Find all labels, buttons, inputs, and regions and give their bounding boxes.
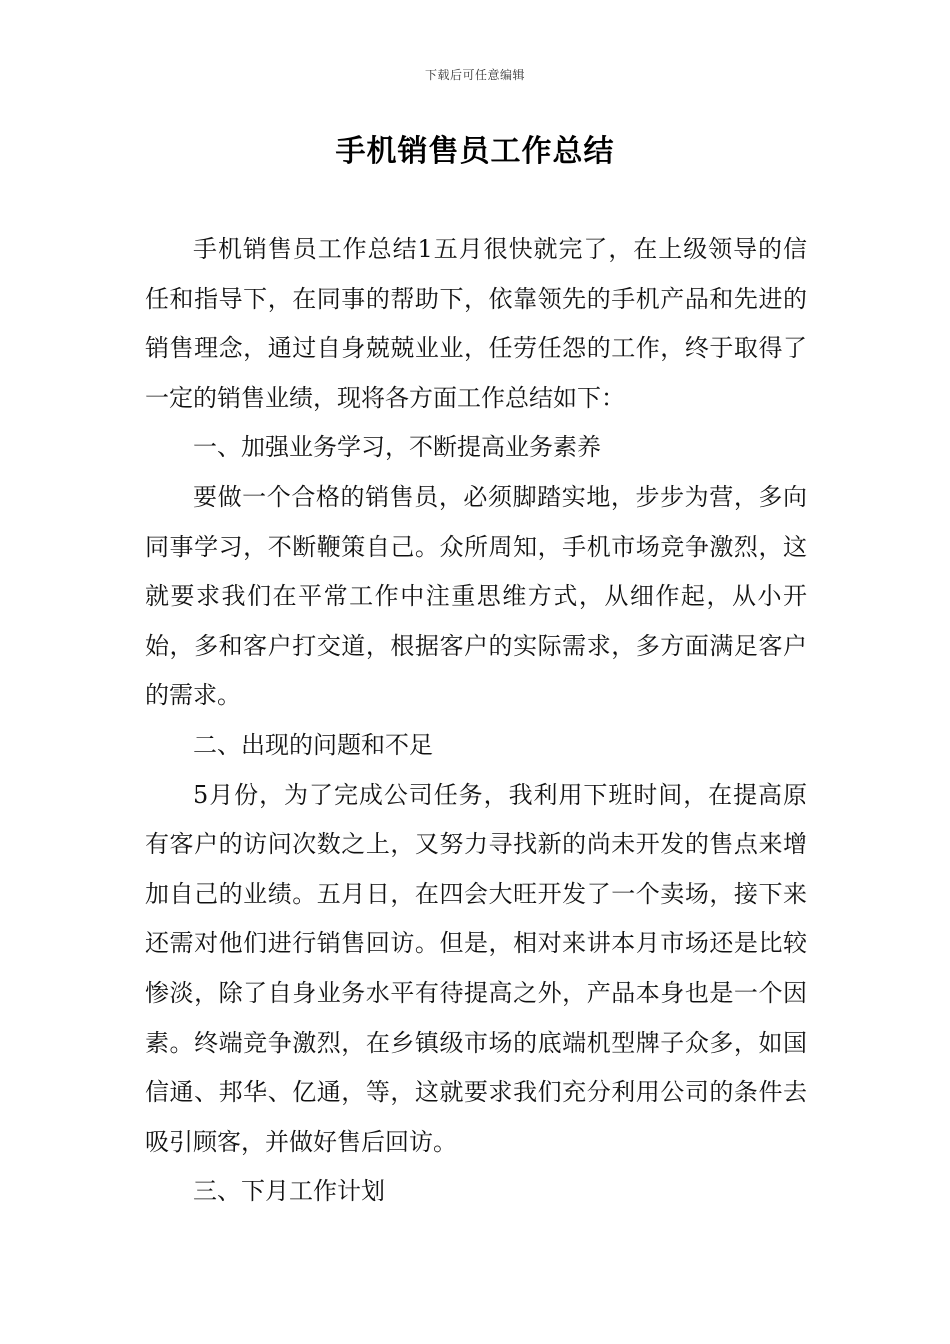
section-heading-1: 一、加强业务学习，不断提高业务素养 <box>193 433 601 462</box>
section-heading-3: 三、下月工作计划 <box>193 1177 385 1206</box>
document-body <box>145 225 807 1217</box>
section-heading-2: 二、出现的问题和不足 <box>193 730 433 759</box>
paragraph-intro: 手机销售员工作总结1五月很快就完了，在上级领导的信任和指导下，在同事的帮助下，依靠领先的手机产品和先进的销售理念，通过自身兢兢业业，任劳任怨的工作，终于取得了一定的销售业绩，现将各方面工作总结如下： <box>145 235 807 412</box>
paragraph-section-1: 要做一个合格的销售员，必须脚踏实地，步步为营，多向同事学习，不断鞭策自己。众所周知，手机市场竞争激烈，这就要求我们在平常工作中注重思维方式，从细作起，从小开始，多和客户打交道，根据客户的实际需求，多方面满足客户的需求。 <box>145 482 807 710</box>
paragraph-section-2: 5月份，为了完成公司任务，我利用下班时间，在提高原有客户的访问次数之上，又努力寻找新的尚未开发的售点来增加自己的业绩。五月日，在四会大旺开发了一个卖场，接下来还需对他们进行销售回访。但是，相对来讲本月市场还是比较惨淡，除了自身业务水平有待提高之外，产品本身也是一个因素。终端竞争激烈，在乡镇级市场的底端机型牌子众多，如国信通、邦华、亿通，等，这就要求我们充分利用公司的条件去吸引顾客，并做好售后回访。 <box>145 780 807 1156</box>
header-note: 下载后可任意编辑 <box>424 68 525 82</box>
document-title: 手机销售员工作总结 <box>335 134 615 169</box>
